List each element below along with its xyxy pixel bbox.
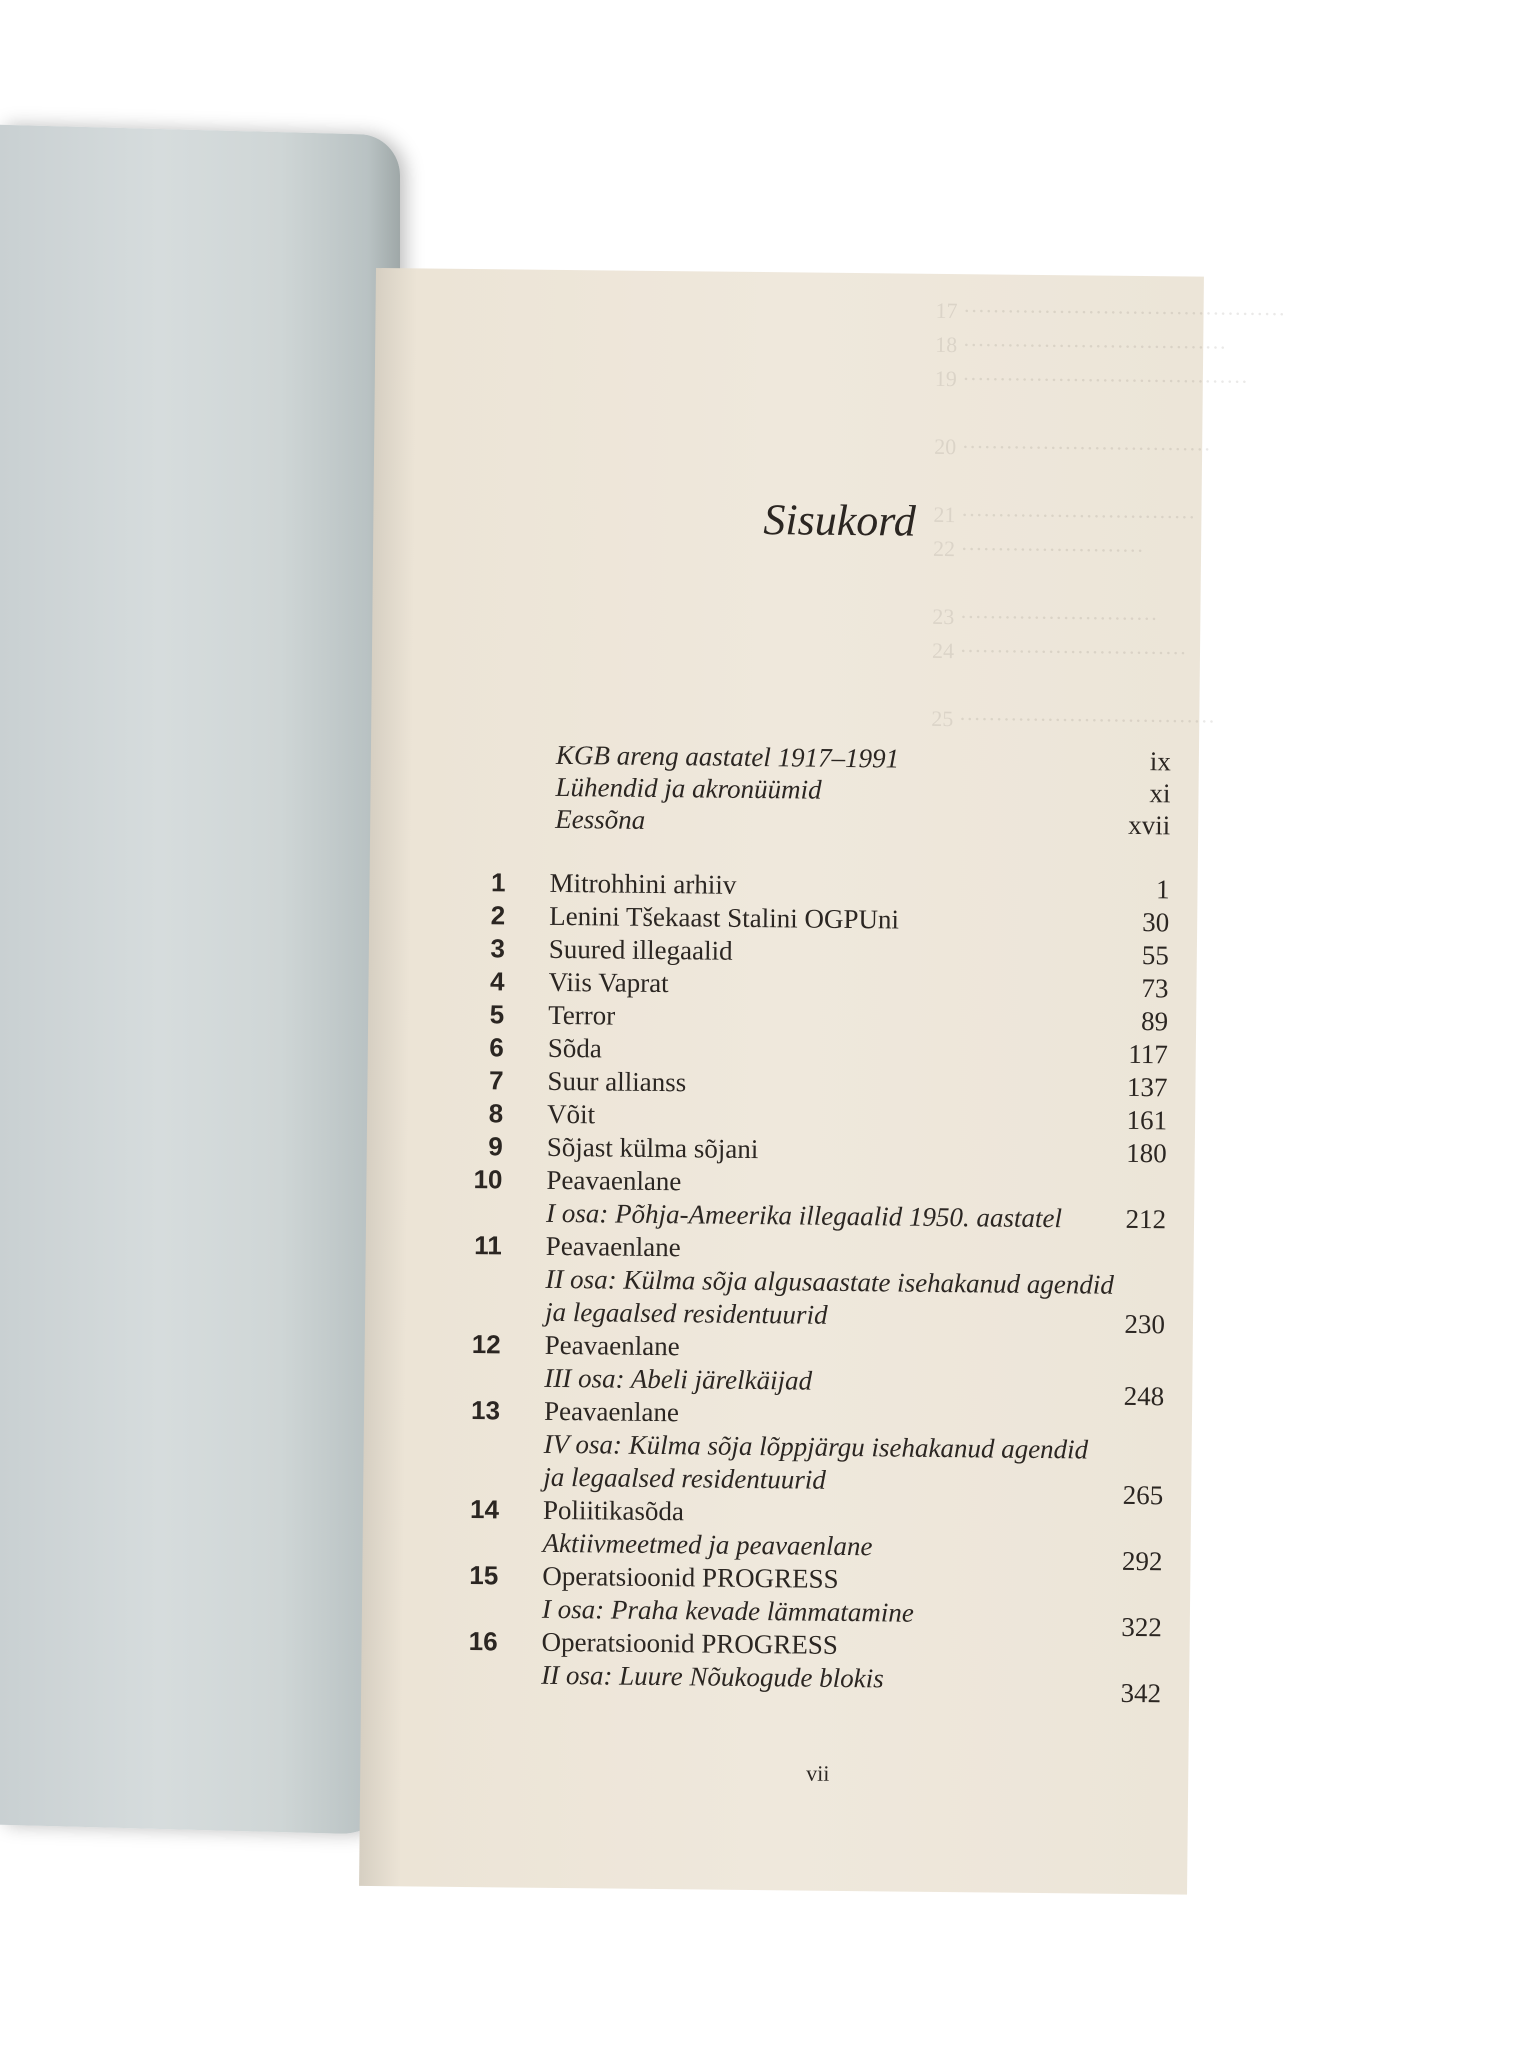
entry-title: Lühendid ja akronüümid <box>555 771 822 805</box>
chapter-number: 10 <box>473 1164 503 1195</box>
entry-title: Sõda <box>547 1032 602 1064</box>
chapter-number: 3 <box>490 933 506 964</box>
entry-title: Terror <box>548 999 616 1031</box>
entry-page: 212 <box>1125 1203 1167 1235</box>
entry-page: 292 <box>1121 1545 1163 1577</box>
chapter-number: 11 <box>474 1230 502 1261</box>
chapter-number: 2 <box>490 900 506 931</box>
book-cover <box>0 125 400 1835</box>
entry-title: Operatsioonid PROGRESS <box>542 1560 839 1594</box>
entry-page: 161 <box>1126 1104 1168 1136</box>
entry-title: Peavaenlane <box>544 1329 680 1362</box>
toc-entry-front-3 <box>370 802 1198 845</box>
entry-page: ix <box>1149 746 1172 777</box>
entry-page: 265 <box>1122 1479 1164 1511</box>
entry-page: 248 <box>1123 1380 1165 1412</box>
entry-title: Operatsioonid PROGRESS <box>541 1626 839 1660</box>
entry-subtitle: Aktiivmeetmed ja peavaenlane <box>542 1527 873 1562</box>
page-title: Sisukord <box>763 495 917 546</box>
chapter-number: 5 <box>489 999 505 1030</box>
chapter-number: 15 <box>469 1560 499 1591</box>
entry-title: Peavaenlane <box>545 1230 681 1263</box>
entry-subtitle: II osa: Luure Nõukogude blokis <box>541 1659 884 1694</box>
entry-page: 117 <box>1128 1038 1168 1070</box>
entry-title: Peavaenlane <box>546 1164 682 1197</box>
chapter-number: 13 <box>470 1395 501 1426</box>
bleed-through-text: 17 ············································ 18 ···································· 19 ······································· 20 ·································· 21 ································ 22 ························· 23 ··························· 24 ······························· 25 ··································· <box>931 297 1286 734</box>
entry-title: Võit <box>546 1098 596 1130</box>
entry-title: Suured illegaalid <box>548 933 733 966</box>
entry-page: 180 <box>1126 1137 1167 1169</box>
entry-page: 73 <box>1141 973 1169 1004</box>
entry-subtitle: II osa: Külma sõja algusaastate isehakanud agendid <box>545 1263 1115 1300</box>
entry-title: Eessõna <box>555 803 646 835</box>
book-page <box>359 268 1286 1895</box>
entry-title: Lenini Tšekaast Stalini OGPUni <box>549 900 900 935</box>
entry-subtitle: IV osa: Külma sõja lõppjärgu isehakanud agendid <box>543 1428 1089 1465</box>
entry-page: 322 <box>1121 1611 1162 1643</box>
entry-page: 55 <box>1141 940 1170 971</box>
chapter-number: 1 <box>490 867 506 898</box>
chapter-number: 8 <box>488 1098 504 1129</box>
entry-page: 1 <box>1155 874 1170 905</box>
entry-subtitle: ja legaalsed residentuurid <box>544 1296 828 1330</box>
entry-title: Sõjast külma sõjani <box>546 1131 759 1165</box>
entry-page: 137 <box>1126 1071 1168 1103</box>
entry-page: 89 <box>1140 1006 1169 1037</box>
chapter-number: 9 <box>488 1131 503 1162</box>
entry-title: KGB areng aastatel 1917–1991 <box>555 739 900 774</box>
entry-title: Mitrohhini arhiiv <box>549 867 737 900</box>
entry-page: 230 <box>1124 1308 1166 1340</box>
page-number: vii <box>806 1760 830 1786</box>
chapter-number: 7 <box>488 1065 504 1096</box>
chapter-number: 4 <box>489 966 505 997</box>
entry-title: Suur allianss <box>547 1065 687 1098</box>
entry-title: Poliitikasõda <box>542 1494 685 1527</box>
chapter-number: 16 <box>468 1626 498 1657</box>
entry-title: Peavaenlane <box>543 1395 680 1428</box>
entry-page: 30 <box>1142 907 1170 938</box>
entry-subtitle: ja legaalsed residentuurid <box>543 1461 826 1495</box>
entry-subtitle: III osa: Abeli järelkäijad <box>544 1362 813 1396</box>
chapter-number: 6 <box>489 1032 505 1063</box>
entry-title: Viis Vaprat <box>548 966 669 999</box>
entry-page: 342 <box>1120 1677 1162 1709</box>
chapter-number: 12 <box>471 1329 501 1360</box>
chapter-number: 14 <box>469 1494 500 1525</box>
entry-page: xvii <box>1128 809 1171 841</box>
entry-subtitle: I osa: Põhja-Ameerika illegaalid 1950. aastatel <box>545 1197 1063 1234</box>
entry-page: xi <box>1149 778 1171 809</box>
entry-subtitle: I osa: Praha kevade lämmatamine <box>541 1593 915 1628</box>
toc-entry-chapter-16-sub <box>361 1658 1189 1709</box>
